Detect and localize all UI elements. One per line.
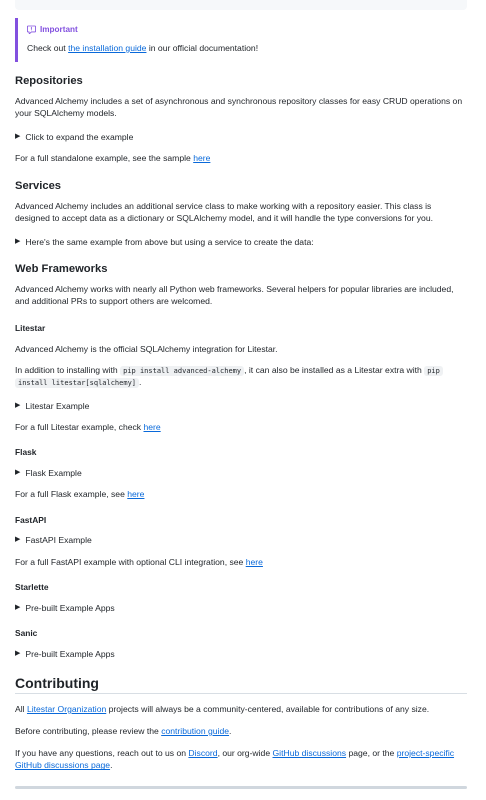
report-icon bbox=[27, 25, 36, 34]
page-bottom-rule bbox=[15, 786, 467, 789]
important-callout bbox=[15, 18, 467, 62]
litestar-example-link[interactable]: here bbox=[143, 422, 161, 432]
repositories-example-toggle[interactable]: ▶ Click to expand the example bbox=[15, 132, 134, 142]
litestar-full-example: For a full Litestar example, check here bbox=[15, 422, 161, 432]
callout-title-text: Important bbox=[40, 25, 78, 34]
standalone-example-link[interactable]: here bbox=[193, 153, 211, 163]
flask-example-toggle[interactable]: ▶ Flask Example bbox=[15, 468, 82, 478]
disclosure-triangle-icon: ▶ bbox=[15, 604, 21, 612]
install-command-code: pip install advanced-alchemy bbox=[120, 366, 244, 376]
sanic-heading: Sanic bbox=[15, 628, 38, 638]
code-block-bottom bbox=[15, 0, 467, 10]
repositories-text: Advanced Alchemy includes a set of asynchronous and synchronous repository classes for easy CRUD operations on your SQLAlchemy models. bbox=[15, 96, 463, 119]
services-text: Advanced Alchemy includes an additional service class to make working with a repository easier. This class is designed to accept data as a dictionary or SQLAlchemy model, and it will handle the type conversions for you. bbox=[15, 201, 433, 224]
fastapi-example-link[interactable]: here bbox=[245, 557, 263, 567]
web-frameworks-heading: Web Frameworks bbox=[15, 263, 108, 275]
repositories-heading: Repositories bbox=[15, 75, 83, 87]
installation-guide-link[interactable]: the installation guide bbox=[68, 43, 147, 53]
web-frameworks-text: Advanced Alchemy works with nearly all Python web frameworks. Several helpers for popular libraries are included, and additional PRs to support others are welcomed. bbox=[15, 284, 454, 307]
disclosure-triangle-icon: ▶ bbox=[15, 238, 21, 246]
disclosure-triangle-icon: ▶ bbox=[15, 402, 21, 410]
callout-title bbox=[27, 24, 78, 36]
contributing-p3: If you have any questions, reach out to us on Discord, our org-wide GitHub discussions page, or the project-specific GitHub discussions page. bbox=[15, 748, 455, 771]
heading-divider bbox=[15, 693, 467, 694]
extra-install-code-2: install litestar[sqlalchemy] bbox=[15, 378, 139, 388]
disclosure-triangle-icon: ▶ bbox=[15, 536, 21, 544]
contributing-p2: Before contributing, please review the contribution guide. bbox=[15, 726, 232, 736]
fastapi-full-example: For a full FastAPI example with optional CLI integration, see here bbox=[15, 557, 263, 567]
litestar-install: In addition to installing with pip install advanced-alchemy , it can also be installed as a Litestar extra with pip install litestar[sqlalchemy] . bbox=[15, 364, 467, 389]
extra-install-code-1: pip bbox=[424, 366, 443, 376]
disclosure-triangle-icon: ▶ bbox=[15, 469, 21, 477]
services-example-toggle[interactable]: ▶ Here's the same example from above but using a service to create the data: bbox=[15, 237, 314, 247]
sanic-example-toggle[interactable]: ▶ Pre-built Example Apps bbox=[15, 649, 115, 659]
repositories-standalone: For a full standalone example, see the sample here bbox=[15, 153, 211, 163]
flask-example-link[interactable]: here bbox=[127, 489, 145, 499]
contributing-p1: All Litestar Organization projects will always be a community-centered, available for contributions of any size. bbox=[15, 704, 430, 714]
starlette-heading: Starlette bbox=[15, 582, 49, 592]
flask-full-example: For a full Flask example, see here bbox=[15, 489, 145, 499]
github-discussions-link[interactable]: GitHub discussions bbox=[272, 748, 347, 758]
callout-body: Check out the installation guide in our official documentation! bbox=[27, 43, 259, 53]
fastapi-heading: FastAPI bbox=[15, 515, 47, 525]
discord-link[interactable]: Discord bbox=[188, 748, 218, 758]
fastapi-example-toggle[interactable]: ▶ FastAPI Example bbox=[15, 535, 92, 545]
litestar-example-toggle[interactable]: ▶ Litestar Example bbox=[15, 401, 90, 411]
litestar-organization-link[interactable]: Litestar Organization bbox=[26, 704, 107, 714]
contribution-guide-link[interactable]: contribution guide bbox=[161, 726, 230, 736]
contributing-heading: Contributing bbox=[15, 675, 99, 691]
litestar-text: Advanced Alchemy is the official SQLAlchemy integration for Litestar. bbox=[15, 344, 278, 354]
disclosure-triangle-icon: ▶ bbox=[15, 133, 21, 141]
flask-heading: Flask bbox=[15, 447, 37, 457]
starlette-example-toggle[interactable]: ▶ Pre-built Example Apps bbox=[15, 603, 115, 613]
litestar-heading: Litestar bbox=[15, 323, 46, 333]
disclosure-triangle-icon: ▶ bbox=[15, 650, 21, 658]
project-discussions-link[interactable]: project-specific GitHub discussions page bbox=[15, 748, 455, 771]
services-heading: Services bbox=[15, 180, 62, 192]
